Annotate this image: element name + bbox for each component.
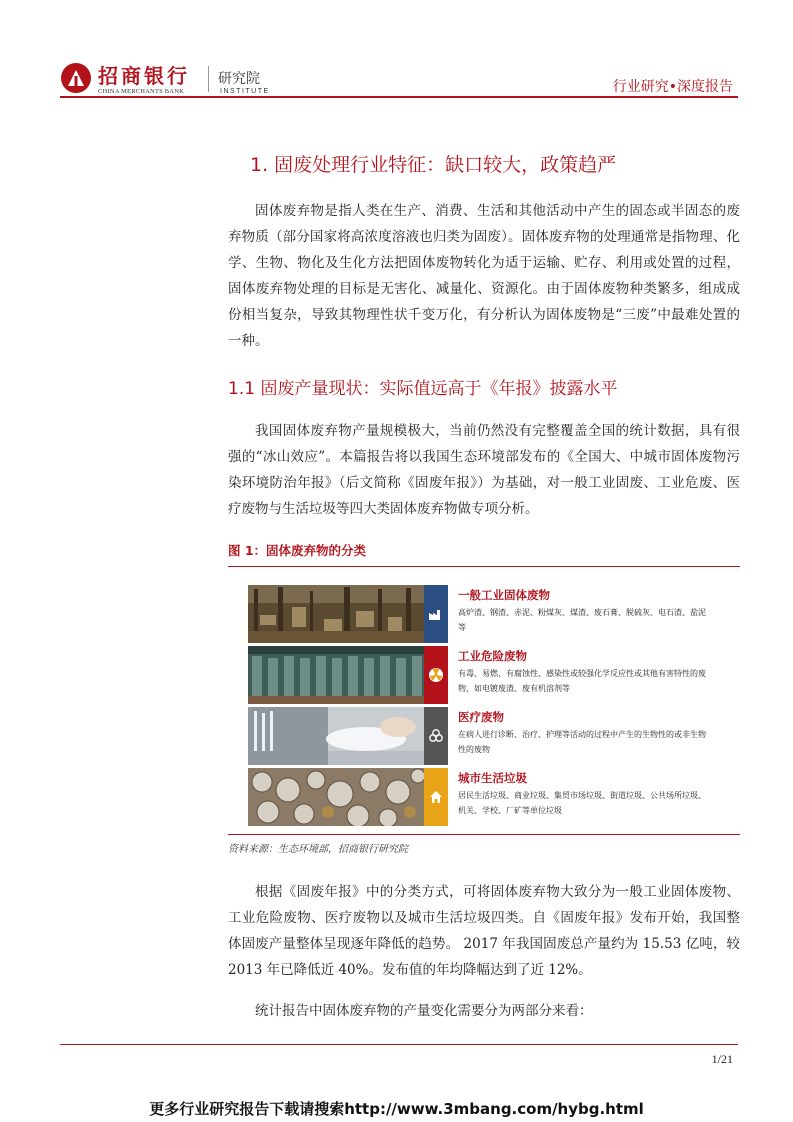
page-number: 1/21 <box>711 1052 733 1066</box>
medical-waste-photo <box>248 707 424 765</box>
category-title: 医疗废物 <box>458 710 504 724</box>
figure-title: 图 1：固体废弃物的分类 <box>228 543 367 558</box>
category-description: 有毒、易燃、有腐蚀性、感染性或较强化学反应性或其他有害特性的废物，如电镀废渣、废有机溶剂等 <box>458 669 706 693</box>
logo-divider <box>208 66 209 92</box>
municipal-waste-photo <box>248 768 424 826</box>
category-description: 在病人进行诊断、治疗、护理等活动的过程中产生的生物性的或非生物性的废物 <box>458 730 706 754</box>
category-row-municipal <box>248 768 704 826</box>
figure-source: 资料来源：生态环境部，招商银行研究院 <box>228 844 408 855</box>
biohazard-icon <box>428 728 444 744</box>
house-icon <box>428 789 444 805</box>
body-paragraph: 统计报告中固体废弃物的产量变化需要分为两部分来看： <box>255 1003 593 1019</box>
institute-name-en: INSTITUTE <box>220 88 270 95</box>
category-icon-box <box>424 646 448 704</box>
category-row-medical <box>248 707 704 765</box>
category-icon-box <box>424 707 448 765</box>
section-heading: 1. 固废处理行业特征：缺口较大，政策趋严 <box>250 154 617 176</box>
report-type-label: 行业研究•深度报告 <box>612 79 733 95</box>
bank-logo-icon <box>60 62 92 94</box>
header-divider <box>60 96 738 98</box>
category-title: 城市生活垃圾 <box>458 771 527 785</box>
category-icon-box <box>424 585 448 643</box>
body-paragraph: 根据《固废年报》中的分类方式，可将固体废弃物大致分为一般工业固体废物、工业危险废物、医疗废物以及城市生活垃圾四类。自《固废年报》发布开始，我国整体固废产量整体呈现逐年降低的趋势。 2017 年我国固废总产量约为 15.53 亿吨，较 2013 年已降低近 40%。发布值的年均降幅达到了近 12%。 <box>228 884 740 978</box>
category-description: 居民生活垃圾、商业垃圾、集贸市场垃圾、街道垃圾、公共场所垃圾、机关、学校、厂矿等单位垃圾 <box>458 791 706 815</box>
category-title: 工业危险废物 <box>458 649 527 663</box>
category-row-hazardous <box>248 646 704 704</box>
figure-bottom-rule <box>228 834 740 835</box>
institute-name-cn: 研究院 <box>218 71 260 87</box>
download-banner: 更多行业研究报告下载请搜索http://www.3mbang.com/hybg.html <box>149 1100 644 1118</box>
hazardous-waste-photo <box>248 646 424 704</box>
footer-divider <box>60 1044 738 1045</box>
bank-name-en: CHINA MERCHANTS BANK <box>98 88 184 95</box>
category-title: 一般工业固体废物 <box>458 588 550 602</box>
category-description: 高炉渣、钢渣、赤泥、粉煤灰、煤渣、废石膏、脱硫灰、电石渣、盐泥等 <box>458 608 706 632</box>
category-icon-box <box>424 768 448 826</box>
industrial-waste-photo <box>248 585 424 643</box>
category-row-industrial <box>248 585 704 643</box>
subsection-heading: 1.1 固废产量现状：实际值远高于《年报》披露水平 <box>228 379 618 399</box>
bank-name-cn: 招商银行 <box>98 64 190 88</box>
radiation-icon <box>428 667 444 683</box>
factory-icon <box>428 606 444 622</box>
figure-top-rule <box>228 566 740 567</box>
subsection-paragraph: 我国固体废弃物产量规模极大，当前仍然没有完整覆盖全国的统计数据，具有很强的“冰山效应”。本篇报告将以我国生态环境部发布的《全国大、中城市固体废物污染环境防治年报》（后文简称《固废年报》）为基础，对一般工业固废、工业危废、医疗废物与生活垃圾等四大类固体废弃物做专项分析。 <box>228 423 740 517</box>
section-paragraph: 固体废弃物是指人类在生产、消费、生活和其他活动中产生的固态或半固态的废弃物质（部分国家将高浓度溶液也归类为固废）。固体废弃物的处理通常是指物理、化学、生物、物化及生化方法把固体废物转化为适于运输、贮存、利用或处置的过程，固体废弃物处理的目标是无害化、减量化、资源化。由于固体废物种类繁多，组成成份相当复杂，导致其物理性状千变万化，有分析认为固体废物是“三废”中最难处置的一种。 <box>228 203 740 349</box>
